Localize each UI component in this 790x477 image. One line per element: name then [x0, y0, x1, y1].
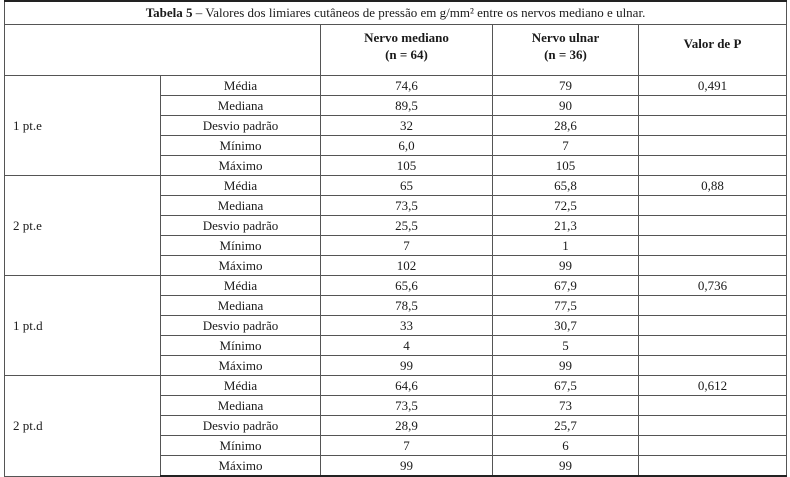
mediano-value: 105 — [321, 156, 493, 176]
pvalue-cell: 0,491 — [639, 76, 787, 96]
header-ulnar-title: Nervo ulnar — [531, 30, 600, 45]
pvalue-cell — [639, 296, 787, 316]
group-label: 2 pt.d — [5, 376, 161, 477]
stat-label: Desvio padrão — [161, 416, 321, 436]
mediano-value: 74,6 — [321, 76, 493, 96]
header-mediano-title: Nervo mediano — [364, 30, 449, 45]
ulnar-value: 25,7 — [493, 416, 639, 436]
ulnar-value: 21,3 — [493, 216, 639, 236]
mediano-value: 65 — [321, 176, 493, 196]
stat-label: Mediana — [161, 296, 321, 316]
stat-label: Máximo — [161, 356, 321, 376]
mediano-value: 25,5 — [321, 216, 493, 236]
table-body — [5, 1, 787, 476]
stat-label: Mediana — [161, 96, 321, 116]
header-ulnar-n: (n = 36) — [544, 47, 587, 62]
mediano-value: 73,5 — [321, 196, 493, 216]
table-row — [5, 376, 787, 396]
ulnar-value: 28,6 — [493, 116, 639, 136]
ulnar-value: 6 — [493, 436, 639, 456]
ulnar-value: 77,5 — [493, 296, 639, 316]
data-table — [4, 0, 787, 477]
pvalue-cell: 0,88 — [639, 176, 787, 196]
pvalue-cell: 0,612 — [639, 376, 787, 396]
mediano-value: 4 — [321, 336, 493, 356]
stat-label: Mediana — [161, 396, 321, 416]
stat-label: Mediana — [161, 196, 321, 216]
stat-label: Desvio padrão — [161, 316, 321, 336]
mediano-value: 32 — [321, 116, 493, 136]
stat-label: Média — [161, 276, 321, 296]
pvalue-cell — [639, 116, 787, 136]
ulnar-value: 73 — [493, 396, 639, 416]
ulnar-value: 65,8 — [493, 176, 639, 196]
caption-text: – Valores dos limiares cutâneos de pressão em g/mm² entre os nervos mediano e ulnar. — [192, 5, 646, 20]
mediano-value: 73,5 — [321, 396, 493, 416]
ulnar-value: 7 — [493, 136, 639, 156]
mediano-value: 99 — [321, 456, 493, 477]
stat-label: Desvio padrão — [161, 116, 321, 136]
header-pvalue: Valor de P — [639, 25, 787, 76]
pvalue-cell — [639, 216, 787, 236]
mediano-value: 99 — [321, 356, 493, 376]
pvalue-cell — [639, 416, 787, 436]
pvalue-cell — [639, 316, 787, 336]
pvalue-cell — [639, 96, 787, 116]
table-container — [4, 0, 786, 477]
pvalue-cell — [639, 356, 787, 376]
ulnar-value: 1 — [493, 236, 639, 256]
stat-label: Mínimo — [161, 436, 321, 456]
pvalue-cell — [639, 156, 787, 176]
stat-label: Mínimo — [161, 336, 321, 356]
ulnar-value: 99 — [493, 456, 639, 477]
mediano-value: 6,0 — [321, 136, 493, 156]
pvalue-cell — [639, 236, 787, 256]
mediano-value: 7 — [321, 436, 493, 456]
mediano-value: 28,9 — [321, 416, 493, 436]
mediano-value: 78,5 — [321, 296, 493, 316]
ulnar-value: 72,5 — [493, 196, 639, 216]
stat-label: Máximo — [161, 456, 321, 477]
group-label: 1 pt.d — [5, 276, 161, 376]
table-row — [5, 276, 787, 296]
pvalue-cell — [639, 396, 787, 416]
header-empty — [5, 25, 321, 76]
mediano-value: 7 — [321, 236, 493, 256]
stat-label: Máximo — [161, 256, 321, 276]
ulnar-value: 79 — [493, 76, 639, 96]
stat-label: Mínimo — [161, 236, 321, 256]
ulnar-value: 99 — [493, 356, 639, 376]
table-caption-row — [5, 1, 787, 25]
mediano-value: 89,5 — [321, 96, 493, 116]
stat-label: Desvio padrão — [161, 216, 321, 236]
mediano-value: 102 — [321, 256, 493, 276]
mediano-value: 64,6 — [321, 376, 493, 396]
pvalue-cell — [639, 136, 787, 156]
group-label: 1 pt.e — [5, 76, 161, 176]
ulnar-value: 67,9 — [493, 276, 639, 296]
stat-label: Máximo — [161, 156, 321, 176]
table-row — [5, 76, 787, 96]
header-mediano-n: (n = 64) — [385, 47, 428, 62]
pvalue-cell: 0,736 — [639, 276, 787, 296]
pvalue-cell — [639, 196, 787, 216]
ulnar-value: 5 — [493, 336, 639, 356]
mediano-value: 65,6 — [321, 276, 493, 296]
pvalue-cell — [639, 256, 787, 276]
stat-label: Média — [161, 376, 321, 396]
group-label: 2 pt.e — [5, 176, 161, 276]
ulnar-value: 67,5 — [493, 376, 639, 396]
ulnar-value: 99 — [493, 256, 639, 276]
ulnar-value: 30,7 — [493, 316, 639, 336]
ulnar-value: 105 — [493, 156, 639, 176]
header-mediano — [321, 25, 493, 76]
pvalue-cell — [639, 436, 787, 456]
ulnar-value: 90 — [493, 96, 639, 116]
header-row — [5, 25, 787, 76]
stat-label: Média — [161, 76, 321, 96]
header-ulnar — [493, 25, 639, 76]
stat-label: Mínimo — [161, 136, 321, 156]
table-caption — [5, 1, 787, 25]
stat-label: Média — [161, 176, 321, 196]
pvalue-cell — [639, 456, 787, 477]
mediano-value: 33 — [321, 316, 493, 336]
table-row — [5, 176, 787, 196]
caption-label: Tabela 5 — [145, 5, 193, 20]
pvalue-cell — [639, 336, 787, 356]
